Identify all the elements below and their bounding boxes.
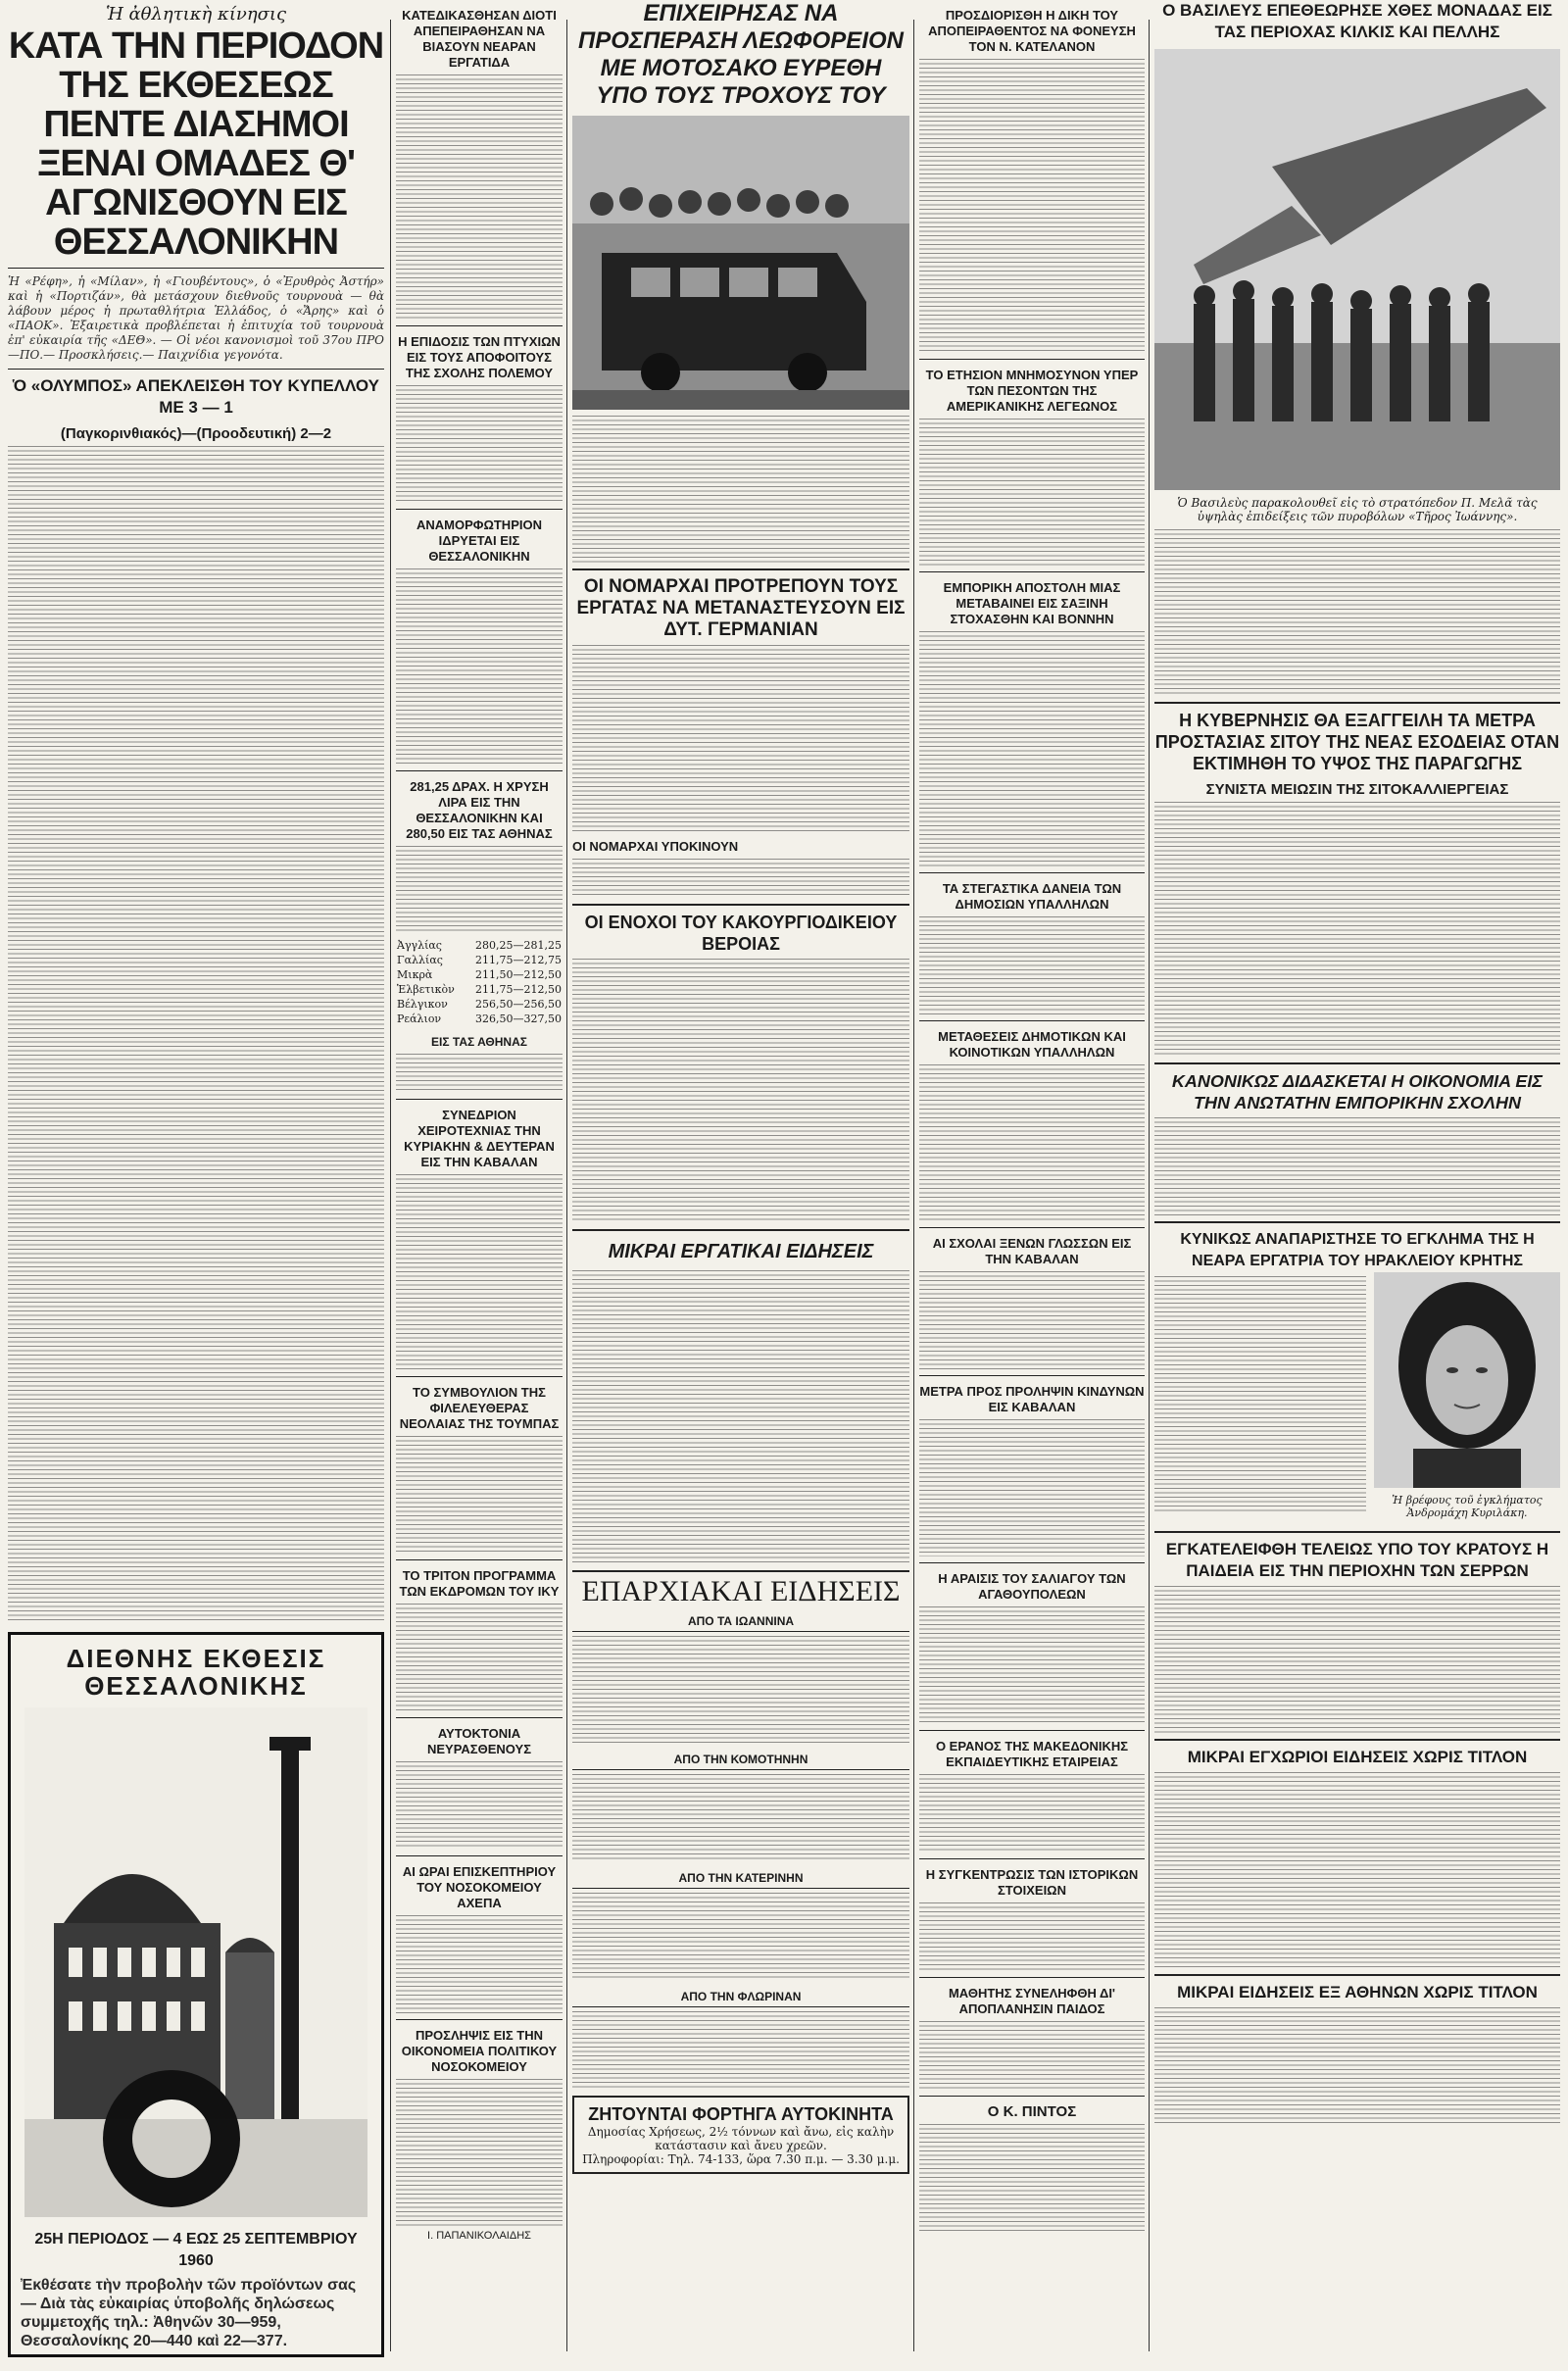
headline-danger-prevention: ΜΕΤΡΑ ΠΡΟΣ ΠΡΟΛΗΨΙΝ ΚΙΝΔΥΝΩΝ ΕΙΣ ΚΑΒΑΛΑΝ: [919, 1384, 1145, 1414]
rate-value: 211,75—212,50: [475, 983, 562, 996]
column-king: [1154, 0, 1560, 2371]
headline-trade-mission: ΕΜΠΟΡΙΚΗ ΑΠΟΣΤΟΛΗ ΜΙΑΣ ΜΕΤΑΒΑΙΝΕΙ ΕΙΣ ΣΑΞΙΝΗ ΣΤΟΧΑΣΘΗΝ ΚΑΙ ΒΟΝΝΗΝ: [943, 580, 1121, 626]
headline-excursions: ΤΟ ΤΡΙΤΟΝ ΠΡΟΓΡΑΜΜΑ ΤΩΝ ΕΚΔΡΟΜΩΝ ΤΟΥ ΙΚΥ: [399, 1568, 560, 1599]
divider: [919, 872, 1145, 873]
article-body-text: [572, 859, 909, 898]
headline-transfers: ΜΕΤΑΘΕΣΕΙΣ ΔΗΜΟΤΙΚΩΝ ΚΑΙ ΚΟΙΝΟΤΙΚΩΝ ΥΠΑΛΛΗΛΩΝ: [938, 1029, 1126, 1060]
divider: [8, 268, 384, 269]
divider: [919, 1227, 1145, 1228]
table-row: [396, 938, 563, 953]
divider: [396, 1559, 563, 1560]
rate-label: Ἑλβετικὸν: [397, 983, 455, 996]
headline-memorial: ΤΟ ΕΤΗΣΙΟΝ ΜΝΗΜΟΣΥΝΟΝ ΥΠΕΡ ΤΩΝ ΠΕΣΟΝΤΩΝ ΤΗΣ ΑΜΕΡΙΚΑΝΙΚΗΣ ΛΕΓΕΩΝΟΣ: [925, 368, 1139, 414]
article-body-text: [919, 2021, 1145, 2090]
divider: [396, 325, 563, 326]
classified-title: ΖΗΤΟΥΝΤΑΙ ΦΟΡΤΗΓΑ ΑΥΤΟΚΙΝΗΤΑ: [588, 2104, 894, 2124]
sports-intro: Ἡ «Ρέφη», ἡ «Μίλαν», ἡ «Γιουβέντους», ὁ «Ἐρυθρὸς Ἀστήρ» καὶ ἡ «Πορτιζάν», θὰ μετάσχουν διεθνοῦς τουρνουὰ — θὰ λάβουν μέρος ἡ πρωταθλήτρια Ἑλλάδος, ὁ «Ἄρης» καὶ ὁ «ΠΑΟΚ». Ἐξαιρετικὰ προβλέπεται ἡ ἐπιτυχία τοῦ τουρνουὰ ἐπ' εὐκαιρία τῆς «ΔΕΘ». — Οἱ νέοι κανονισμοὶ τοῦ 37ου ΠΡΟ—ΠΟ.— Προσκλήσεις.— Παιχνίδια γεγονότα.: [8, 274, 384, 362]
article-body-text: [1154, 529, 1560, 696]
article-body-text: [572, 2011, 909, 2090]
king-photo-caption: Ὁ Βασιλεὺς παρακολουθεῖ εἰς τὸ στρατόπεδον Π. Μελᾶ τὰς ὑψηλὰς ἐπιδείξεις τῶν πυροβόλων «Τῆρος Ἰωάννης».: [1177, 496, 1538, 523]
headline-collection: Ο ΕΡΑΝΟΣ ΤΗΣ ΜΑΚΕΔΟΝΙΚΗΣ ΕΚΠΑΙΔΕΥΤΙΚΗΣ ΕΤΑΙΡΕΙΑΣ: [935, 1739, 1129, 1769]
headline-germany: ΟΙ ΝΟΜΑΡΧΑΙ ΠΡΟΤΡΕΠΟΥΝ ΤΟΥΣ ΕΡΓΑΤΑΣ ΝΑ ΜΕΤΑΝΑΣΤΕΥΣΟΥΝ ΕΙΣ ΔΥΤ. ΓΕΡΜΑΝΙΑΝ: [576, 576, 906, 640]
divider: [396, 1855, 563, 1856]
rate-value: 211,75—212,75: [475, 954, 562, 966]
headline-pintos: Ο Κ. ΠΙΝΤΟΣ: [987, 2103, 1077, 2120]
article-body-text: [572, 1893, 909, 1981]
table-row: [396, 953, 563, 967]
divider: [919, 359, 1145, 360]
rate-label: Ρεάλιον: [397, 1013, 442, 1025]
rate-value: 211,50—212,50: [475, 968, 562, 981]
article-body-text: [396, 1054, 563, 1093]
table-row: [396, 1012, 563, 1026]
from-ioannina: ΑΠΟ ΤΑ ΙΩΑΝΝΙΝΑ: [572, 1613, 909, 1632]
divider: [1154, 1739, 1560, 1741]
table-row: [396, 982, 563, 997]
rates-title: ΕΙΣ ΤΑΣ ΑΘΗΝΑΣ: [431, 1035, 527, 1049]
kicker: Ἡ ἀθλητικὴ κίνησις: [105, 4, 287, 25]
article-body-text: [396, 74, 563, 320]
article-body-text: [919, 1271, 1145, 1369]
headline-king: Ο ΒΑΣΙΛΕΥΣ ΕΠΕΘΕΩΡΗΣΕ ΧΘΕΣ ΜΟΝΑΔΑΣ ΕΙΣ ΤΑΣ ΠΕΡΙΟΧΑΣ ΚΙΛΚΙΣ ΚΑΙ ΠΕΛΛΗΣ: [1162, 1, 1552, 41]
rate-label: Γαλλίας: [397, 954, 443, 966]
article-body-text: [919, 631, 1145, 866]
divider: [919, 1730, 1145, 1731]
king-image: [1154, 49, 1560, 490]
headline-crime: ΚΥΝΙΚΩΣ ΑΝΑΠΑΡΙΣΤΗΣΕ ΤΟ ΕΓΚΛΗΜΑ ΤΗΣ Η ΝΕΑΡΑ ΕΡΓΑΤΡΙΑ ΤΟΥ ΗΡΑΚΛΕΙΟΥ ΚΡΗΤΗΣ: [1180, 1231, 1535, 1269]
divider: [396, 2019, 563, 2020]
rate-value: 256,50—256,50: [475, 998, 562, 1011]
article-body-text: [1154, 2007, 1560, 2125]
article-body-text: [1154, 1117, 1560, 1215]
signature: Ι. ΠΑΠΑΝΙΚΟΛΑΙΔΗΣ: [427, 2230, 531, 2242]
article-body-text: [919, 419, 1145, 566]
divider: [919, 1977, 1145, 1978]
headline-serres: ΕΓΚΑΤΕΛΕΙΦΘΗ ΤΕΛΕΙΩΣ ΥΠΟ ΤΟΥ ΚΡΑΤΟΥΣ Η ΠΑΙΔΕΙΑ ΕΙΣ ΤΗΝ ΠΕΡΙΟΧΗΝ ΤΩΝ ΣΕΡΡΩΝ: [1165, 1540, 1549, 1580]
article-body-text: [396, 1174, 563, 1370]
article-body-text: [396, 1915, 563, 2013]
article-body-text: [1154, 802, 1560, 1057]
crime-story: [1154, 1272, 1560, 1525]
article-body-text: [1154, 1586, 1560, 1733]
article-body-text: [572, 645, 909, 831]
divider: [396, 1376, 563, 1377]
rate-label: Βέλγικον: [397, 998, 448, 1011]
headline-hospital-hours: ΑΙ ΩΡΑΙ ΕΠΙΣΚΕΠΤΗΡΙΟΥ ΤΟΥ ΝΟΣΟΚΟΜΕΙΟΥ ΑΧΕΠΑ: [402, 1864, 557, 1910]
divider: [919, 2096, 1145, 2097]
exchange-rates-table: [396, 938, 563, 1026]
divider: [1154, 1221, 1560, 1223]
article-body-text: [396, 568, 563, 765]
headline-suicide: ΑΥΤΟΚΤΟΝΙΑ ΝΕΥΡΑΣΘΕΝΟΥΣ: [426, 1726, 532, 1756]
article-body-text: [572, 1774, 909, 1862]
headline-provincial: ΕΠΑΡΧΙΑΚΑΙ ΕΙΔΗΣΕΙΣ: [581, 1575, 901, 1607]
divider: [572, 568, 909, 570]
headline-language-schools: ΑΙ ΣΧΟΛΑΙ ΞΕΝΩΝ ΓΛΩΣΣΩΝ ΕΙΣ ΤΗΝ ΚΑΒΑΛΑΝ: [932, 1236, 1132, 1266]
headline-reformatory: ΑΝΑΜΟΡΦΩΤΗΡΙΟΝ ΙΔΡΥΕΤΑΙ ΕΙΣ ΘΕΣΣΑΛΟΝΙΚΗΝ: [416, 518, 542, 564]
divider: [919, 1562, 1145, 1563]
article-body-text: [396, 1761, 563, 1850]
article-body-text: [919, 1064, 1145, 1221]
divider: [396, 1717, 563, 1718]
divider: [1154, 702, 1560, 704]
headline-athens-briefs: ΜΙΚΡΑΙ ΕΙΔΗΣΕΙΣ ΕΞ ΑΘΗΝΩΝ ΧΩΡΙΣ ΤΙΤΛΟΝ: [1177, 1983, 1538, 2001]
divider: [396, 509, 563, 510]
column-sports: [8, 0, 384, 2371]
headline-wheat: Η ΚΥΒΕΡΝΗΣΙΣ ΘΑ ΕΞΑΓΓΕΙΛΗ ΤΑ ΜΕΤΡΑ ΠΡΟΣΤΑΣΙΑΣ ΣΙΤΟΥ ΤΗΣ ΝΕΑΣ ΕΣΟΔΕΙΑΣ ΟΤΑΝ ΕΚΤΙΜΗΘΗ ΤΟ ΥΨΟΣ ΤΗΣ ΠΑΡΑΓΩΓΗΣ: [1154, 711, 1560, 773]
article-body-text: [919, 1606, 1145, 1724]
rate-value: 280,25—281,25: [475, 939, 562, 952]
article-body-text: [919, 1902, 1145, 1971]
portrait-caption: Ἡ βρέφους τοῦ ἐγκλήματος Ἀνδρομάχη Κυριλάκη.: [1392, 1494, 1543, 1519]
divider: [1154, 1531, 1560, 1533]
king-photo: [1154, 49, 1560, 490]
headline-veroia: ΟΙ ΕΝΟΧΟΙ ΤΟΥ ΚΑΚΟΥΡΓΙΟΔΙΚΕΙΟΥ ΒΕΡΟΙΑΣ: [584, 913, 898, 954]
article-body-text: [919, 2124, 1145, 2232]
article-body-text: [396, 1436, 563, 1554]
headline-youth: ΤΟ ΣΥΜΒΟΥΛΙΟΝ ΤΗΣ ΦΙΛΕΛΕΥΘΕΡΑΣ ΝΕΟΛΑΙΑΣ ΤΗΣ ΤΟΥΜΠΑΣ: [399, 1385, 560, 1431]
headline-trial: ΠΡΟΣΔΙΟΡΙΣΘΗ Η ΔΙΚΗ ΤΟΥ ΑΠΟΠΕΙΡΑΘΕΝΤΟΣ ΝΑ ΦΟΝΕΥΣΗ ΤΟΝ Ν. ΚΑΤΕΛΑΝΟΝ: [928, 8, 1136, 54]
column-accident: [572, 0, 909, 2371]
divider: [919, 571, 1145, 572]
column-court: [919, 0, 1145, 2371]
divider: [572, 1570, 909, 1572]
fair-illustration: [24, 1707, 368, 2217]
divider: [1154, 1974, 1560, 1976]
article-body-text: [572, 416, 909, 563]
headline-hiring: ΠΡΟΣΛΗΨΙΣ ΕΙΣ ΤΗΝ ΟΙΚΟΝΟΜΕΙΑ ΠΟΛΙΤΙΚΟΥ ΝΟΣΟΚΟΜΕΙΟΥ: [401, 2028, 558, 2074]
from-komotini: ΑΠΟ ΤΗΝ ΚΟΜΟΤΗΝΗΝ: [572, 1752, 909, 1770]
article-body-text: [919, 59, 1145, 353]
sports-subhead-2: (Παγκορινθιακός)—(Προοδευτική) 2—2: [60, 425, 332, 442]
article-body-text: [572, 959, 909, 1223]
article-body-text: [919, 916, 1145, 1014]
from-florina: ΑΠΟ ΤΗΝ ΦΛΩΡΙΝΑΝ: [572, 1989, 909, 2007]
sports-subhead: Ὁ «ΟΛΥΜΠΟΣ» ΑΠΕΚΛΕΙΣΘΗ ΤΟΥ ΚΥΠΕΛΛΟΥ ΜΕ 3 — 1: [13, 376, 379, 417]
divider: [919, 1375, 1145, 1376]
portrait-block: [1374, 1272, 1560, 1525]
classified-box: [572, 2096, 909, 2174]
rate-label: Ἀγγλίας: [397, 939, 442, 952]
ad-period: 25Η ΠΕΡΙΟΔΟΣ — 4 ΕΩΣ 25 ΣΕΠΤΕΜΒΡΙΟΥ 1960: [34, 2231, 358, 2269]
headline-gold-pound: 281,25 ΔΡΑΧ. Η ΧΡΥΣΗ ΛΙΡΑ ΕΙΣ ΤΗΝ ΘΕΣΣΑΛΟΝΙΚΗΝ ΚΑΙ 280,50 ΕΙΣ ΤΑΣ ΑΘΗΝΑΣ: [406, 779, 553, 841]
column-rule: [913, 20, 914, 2351]
ad-title-2: ΘΕΣΣΑΛΟΝΙΚΗΣ: [84, 1671, 308, 1701]
article-body-text: [8, 446, 384, 1622]
divider: [572, 1229, 909, 1231]
classified-text: Δημοσίας Χρήσεως, 2½ τόννων καὶ ἄνω, εἰς καλὴν κατάστασιν καὶ ἄνευ χρεῶν.: [587, 2125, 895, 2152]
headline-diplomas: Η ΕΠΙΔΟΣΙΣ ΤΩΝ ΠΤΥΧΙΩΝ ΕΙΣ ΤΟΥΣ ΑΠΟΦΟΙΤΟΥΣ ΤΗΣ ΣΧΟΛΗΣ ΠΟΛΕΜΟΥ: [398, 334, 561, 380]
divider: [572, 904, 909, 906]
classified-info: Πληροφορίαι: Τηλ. 74-133, ὥρα 7.30 π.μ. — 3.30 μ.μ.: [582, 2152, 900, 2166]
divider: [8, 369, 384, 370]
article-body-text: [919, 1419, 1145, 1556]
table-row: [396, 997, 563, 1012]
accident-headline: ΕΠΙΧΕΙΡΗΣΑΣ ΝΑ ΠΡΟΣΠΕΡΑΣΗ ΛΕΩΦΟΡΕΙΟΝ ΜΕ ΜΟΤΟΣΑΚΟ ΕΥΡΕΘΗ ΥΠΟ ΤΟΥΣ ΤΡΟΧΟΥΣ ΤΟΥ: [578, 0, 904, 109]
divider: [396, 1099, 563, 1100]
bus-photo: [572, 116, 909, 410]
headline-convicted: ΚΑΤΕΔΙΚΑΣΘΗΣΑΝ ΔΙΟΤΙ ΑΠΕΠΕΙΡΑΘΗΣΑΝ ΝΑ ΒΙΑΣΟΥΝ ΝΕΑΡΑΝ ΕΡΓΑΤΙΔΑ: [402, 8, 557, 70]
headline-local-briefs: ΜΙΚΡΑΙ ΕΓΧΩΡΙΟΙ ΕΙΔΗΣΕΙΣ ΧΩΡΙΣ ΤΙΤΛΟΝ: [1187, 1748, 1528, 1766]
rate-label: Μικρὰ: [397, 968, 433, 981]
article-body-text: [396, 385, 563, 503]
article-body-text: [396, 1604, 563, 1711]
column-rule: [566, 20, 567, 2351]
headline-student-arrested: ΜΑΘΗΤΗΣ ΣΥΝΕΛΗΦΘΗ ΔΙ' ΑΠΟΠΛΑΝΗΣΙΝ ΠΑΙΔΟΣ: [948, 1986, 1116, 2016]
headline-wheat-sub: ΣΥΝΙΣΤΑ ΜΕΙΩΣΙΝ ΤΗΣ ΣΙΤΟΚΑΛΛΙΕΡΓΕΙΑΣ: [1205, 781, 1509, 798]
divider: [396, 770, 563, 771]
column-rule: [1149, 20, 1150, 2351]
article-body-text: [1154, 1276, 1366, 1511]
from-katerini: ΑΠΟ ΤΗΝ ΚΑΤΕΡΙΝΗΝ: [572, 1870, 909, 1889]
headline-economics-school: ΚΑΝΟΝΙΚΩΣ ΔΙΔΑΣΚΕΤΑΙ Η ΟΙΚΟΝΟΜΙΑ ΕΙΣ ΤΗΝ ΑΝΩΤΑΤΗΝ ΕΜΠΟΡΙΚΗΝ ΣΧΟΛΗΝ: [1171, 1071, 1544, 1112]
divider: [919, 1858, 1145, 1859]
article-body-text: [396, 2079, 563, 2226]
ad-text: Ἐκθέσατε τὴν προβολὴν τῶν προϊόντων σας — Διὰ τὰς εὐκαιρίας ὑποβολῆς δηλώσεως συμμετοχῆς τηλ.: Ἀθηνῶν 30—959, Θεσσαλονίκης 20—440 καὶ 22—377.: [21, 2277, 357, 2349]
table-row: [396, 967, 563, 982]
divider: [919, 1020, 1145, 1021]
fair-advertisement: [8, 1632, 384, 2357]
article-body-text: [1154, 1772, 1560, 1968]
headline-nomarchs: ΟΙ ΝΟΜΑΡΧΑΙ ΥΠΟΚΙΝΟΥΝ: [572, 839, 739, 854]
article-body-text: [396, 846, 563, 934]
article-body-text: [572, 1636, 909, 1744]
headline-housing-loans: ΤΑ ΣΤΕΓΑΣΤΙΚΑ ΔΑΝΕΙΑ ΤΩΝ ΔΗΜΟΣΙΩΝ ΥΠΑΛΛΗΛΩΝ: [942, 881, 1122, 912]
main-headline: ΚΑΤΑ ΤΗΝ ΠΕΡΙΟΔΟΝ ΤΗΣ ΕΚΘΕΣΕΩΣ ΠΕΝΤΕ ΔΙΑΣΗΜΟΙ ΞΕΝΑΙ ΟΜΑΔΕΣ Θ' ΑΓΩΝΙΣΘΟΥΝ ΕΙΣ ΘΕΣΣΑΛΟΝΙΚΗΝ: [8, 25, 384, 263]
article-body-text: [919, 1774, 1145, 1852]
ad-title: ΔΙΕΘΝΗΣ ΕΚΘΕΣΙΣ: [66, 1644, 326, 1673]
column-local-news: [396, 0, 563, 2371]
article-body-text: [572, 1270, 909, 1564]
portrait-image: [1374, 1272, 1560, 1488]
rate-value: 326,50—327,50: [475, 1013, 562, 1025]
headline-labor-news: ΜΙΚΡΑΙ ΕΡΓΑΤΙΚΑΙ ΕΙΔΗΣΕΙΣ: [608, 1241, 874, 1262]
headline-historical: Η ΣΥΓΚΕΝΤΡΩΣΙΣ ΤΩΝ ΙΣΤΟΡΙΚΩΝ ΣΤΟΙΧΕΙΩΝ: [925, 1867, 1139, 1898]
headline-handicraft: ΣΥΝΕΔΡΙΟΝ ΧΕΙΡΟΤΕΧΝΙΑΣ ΤΗΝ ΚΥΡΙΑΚΗΝ & ΔΕΥΤΕΡΑΝ ΕΙΣ ΤΗΝ ΚΑΒΑΛΑΝ: [404, 1108, 555, 1169]
divider: [1154, 1062, 1560, 1064]
column-rule: [390, 20, 391, 2351]
headline-snail: Η ΑΡΑΙΣΙΣ ΤΟΥ ΣΑΛΙΑΓΟΥ ΤΩΝ ΑΓΑΘΟΥΠΟΛΕΩΝ: [938, 1571, 1126, 1602]
bus-image: [572, 116, 909, 410]
